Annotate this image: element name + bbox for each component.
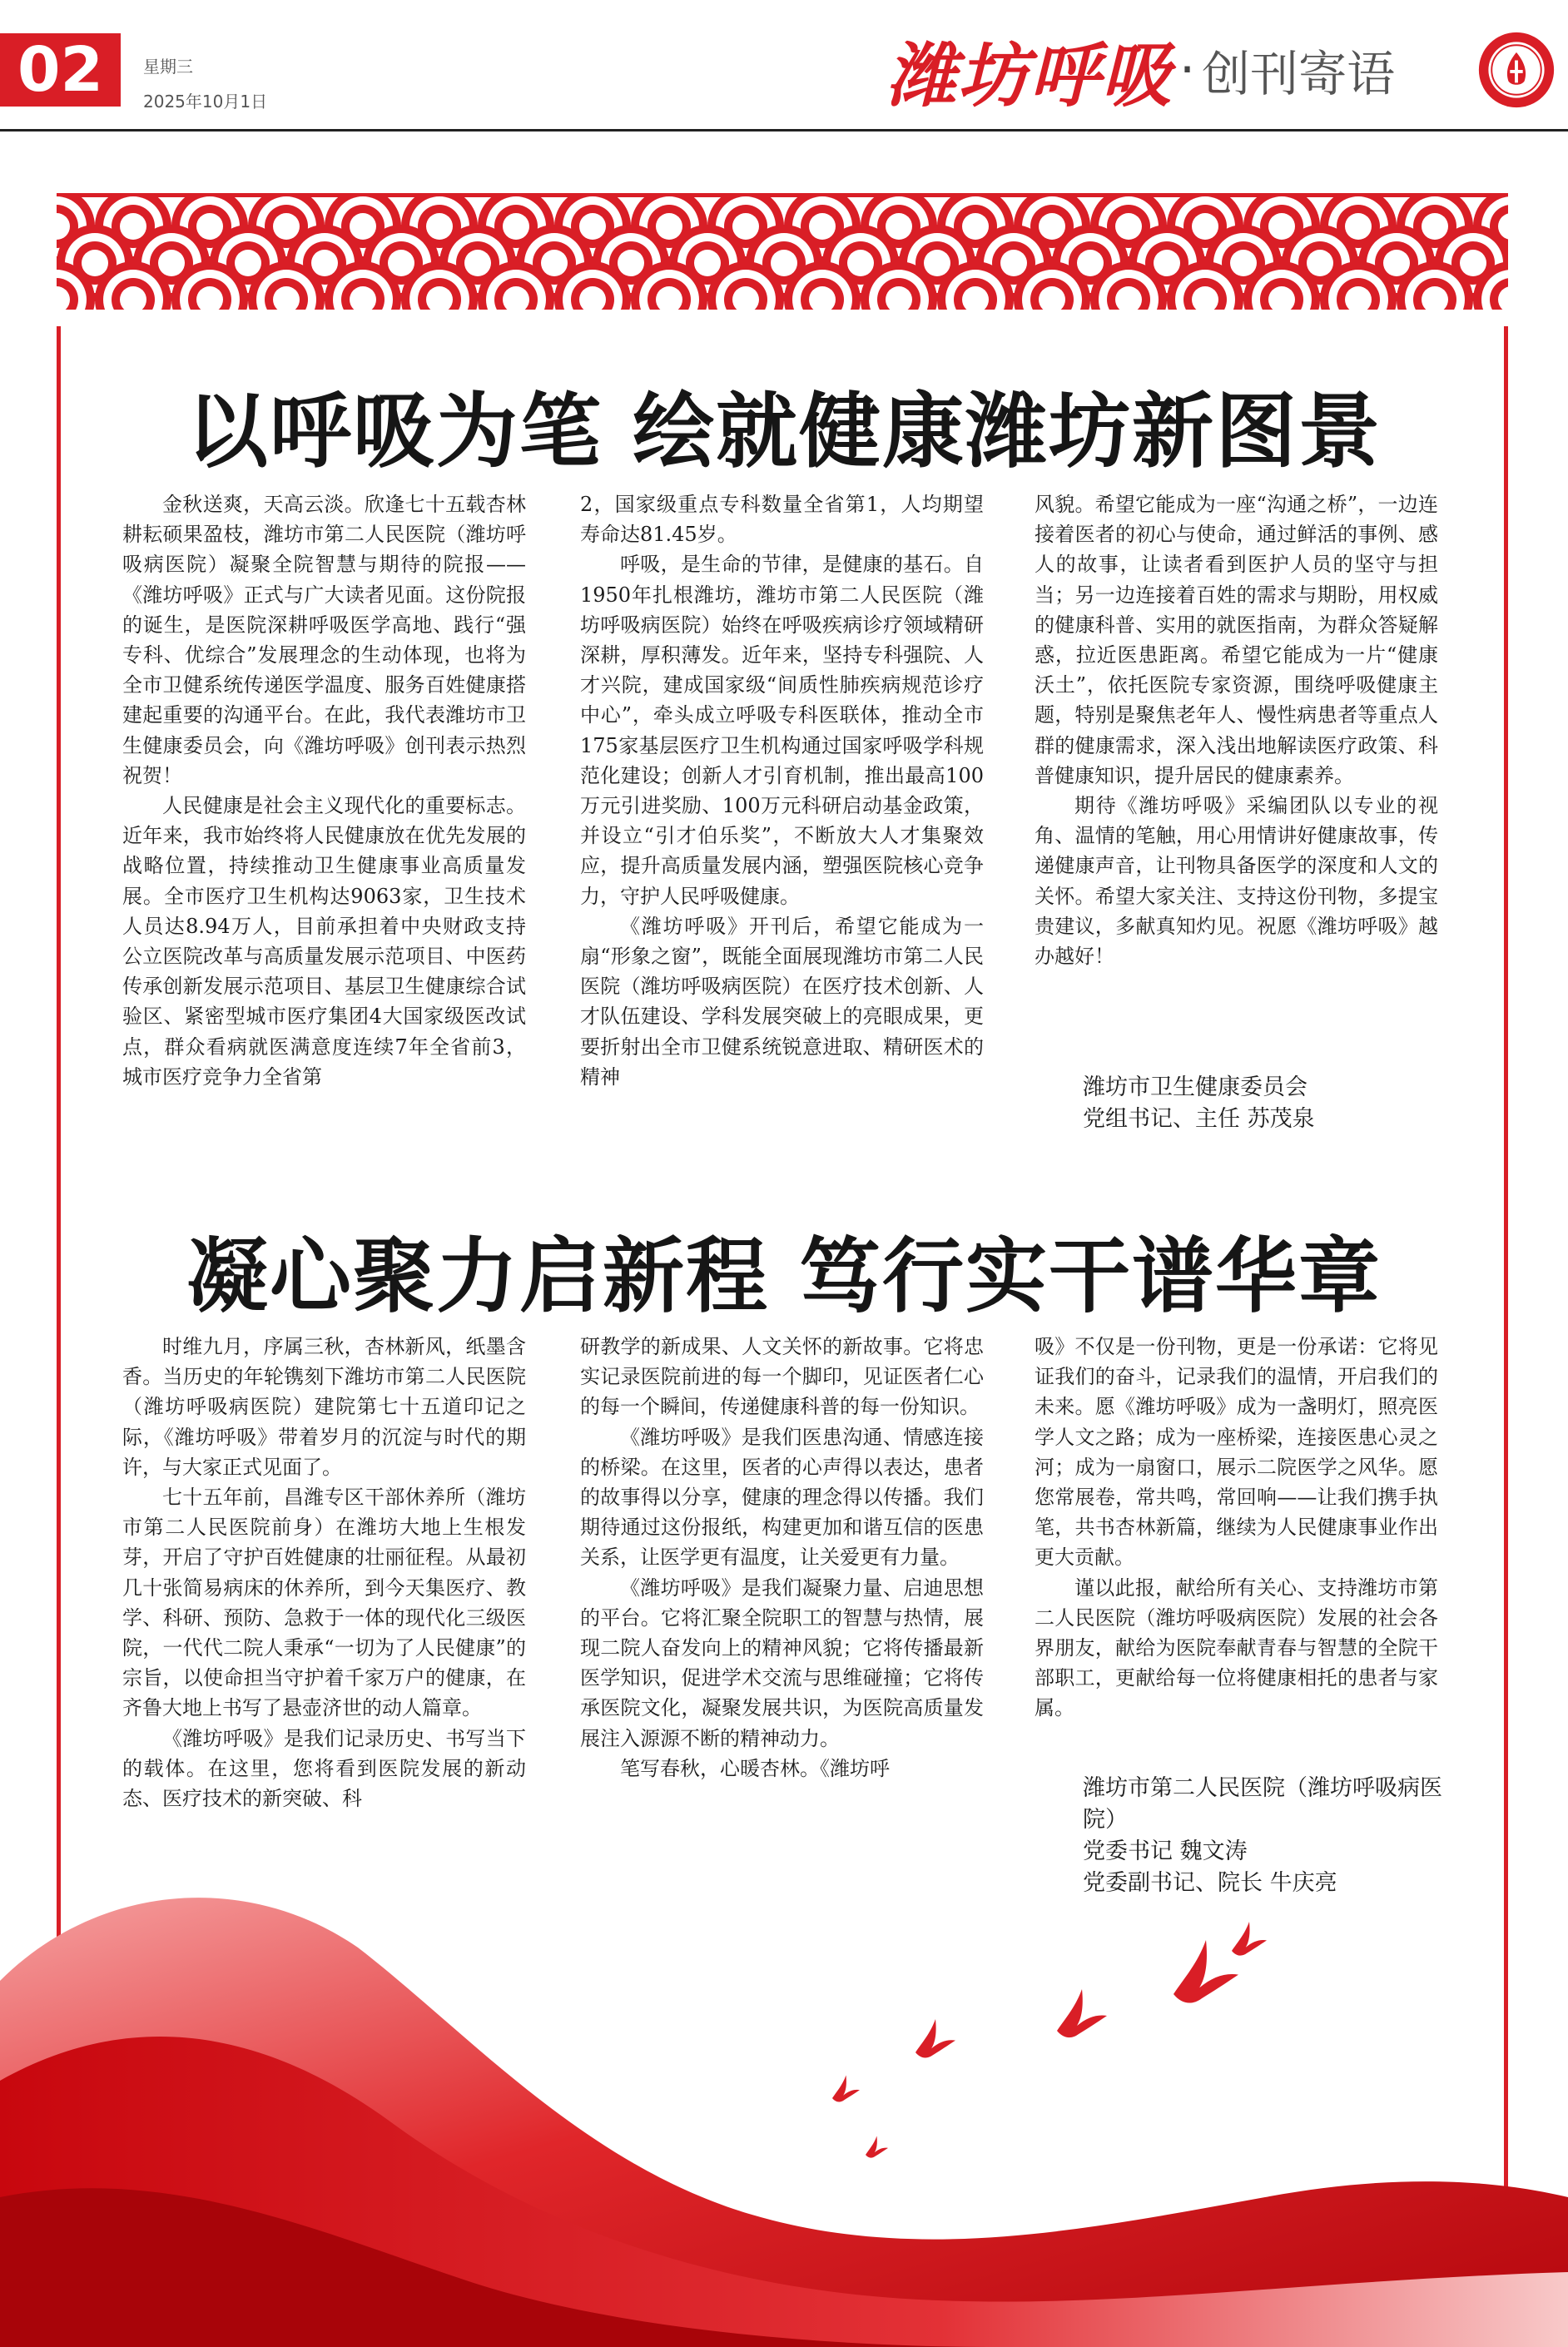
paragraph: 2，国家级重点专科数量全省第1，人均期望寿命达81.45岁。 [580,493,984,547]
signature-person: 党组书记、主任 苏茂泉 [1083,1106,1315,1132]
article2-column-3 [1035,1332,1438,1724]
article2-column-2 [580,1332,984,1784]
article2-headline: 凝心聚力启新程 笃行实干谱华章 [186,1229,1382,1324]
hospital-seal-icon [1476,30,1556,110]
paragraph: 《潍坊呼吸》是我们凝聚力量、启迪思想的平台。它将汇聚全院职工的智慧与热情，展现二院人奋发向上的精神风貌；它将传播最新医学知识，促进学术交流与思维碰撞；它将传承医院文化，凝聚发展共识，为医院高质量发展注入源源不断的精神动力。 [580,1575,984,1750]
article1-signature [1035,1072,1451,1135]
paragraph: 风貌。希望它能成为一座“沟通之桥”，一边连接着医者的初心与使命，通过鲜活的事例、感人的故事，让读者看到医护人员的坚守与担当；另一边连接着百姓的需求与期盼，用权威的健康科普、实用的就医指南，为群众答疑解惑，拉近医患距离。希望它能成为一片“健康沃土”，依托医院专家资源，围绕呼吸健康主题，特别是聚焦老年人、慢性病患者等重点人群的健康需求，深入浅出地解读医疗政策、科普健康知识，提升居民的健康素养。 [1035,493,1438,787]
weekday: 星期三 [143,57,193,77]
paragraph: 人民健康是社会主义现代化的重要标志。近年来，我市始终将人民健康放在优先发展的战略位置，持续推动卫生健康事业高质量发展。全市医疗卫生机构达9063家，卫生技术人员达8.94万人，目前承担着中央财政支持公立医院改革与高质量发展示范项目、中医药传承创新发展示范项目、基层卫生健康综合试验区、紧密型城市医疗集团4大国家级医改试点，群众看病就医满意度连续7年全省前3，城市医疗竞争力全省第 [122,794,526,1089]
paragraph: 金秋送爽，天高云淡。欣逢七十五载杏林耕耘硕果盈枝，潍坊市第二人民医院（潍坊呼吸病医院）凝聚全院智慧与期待的院报——《潍坊呼吸》正式与广大读者见面。这份院报的诞生，是医院深耕呼吸医学高地、践行“强专科、优综合”发展理念的生动体现，也将为全市卫健系统传递医学温度、服务百姓健康搭建起重要的沟通平台。在此，我代表潍坊市卫生健康委员会，向《潍坊呼吸》创刊表示热烈祝贺！ [122,493,526,787]
signature-person: 党委副书记、院长 牛庆亮 [1083,1870,1337,1896]
paragraph: 期待《潍坊呼吸》采编团队以专业的视角、温情的笔触，用心用情讲好健康故事，传递健康声音，让刊物具备医学的深度和人文的关怀。希望大家关注、支持这份刊物，多提宝贵建议，多献真知灼见。祝愿《潍坊呼吸》越办越好！ [1035,794,1438,969]
paragraph: 呼吸，是生命的节律，是健康的基石。自1950年扎根潍坊，潍坊市第二人民医院（潍坊呼吸病医院）始终在呼吸疾病诊疗领域精研深耕，厚积薄发。近年来，坚持专科强院、人才兴院，建成国家级“间质性肺疾病规范诊疗中心”，牵头成立呼吸专科医联体，推动全市175家基层医疗卫生机构通过国家呼吸学科规范化建设；创新人才引育机制，推出最高100万元引进奖励、100万元科研启动基金政策，并设立“引才伯乐奖”，不断放大人才集聚效应，提升高质量发展内涵，塑强医院核心竞争力，守护人民呼吸健康。 [580,553,984,908]
article1-column-2 [580,489,984,1092]
issue-date: 2025年10月1日 [143,92,268,112]
signature-org: 潍坊市第二人民医院（潍坊呼吸病医院） [1083,1775,1442,1833]
paragraph: 研教学的新成果、人文关怀的新故事。它将忠实记录医院前进的每一个脚印，见证医者仁心的每一个瞬间，传递健康科普的每一份知识。 [580,1335,984,1419]
page-number: 02 [0,33,121,107]
signature-org: 潍坊市卫生健康委员会 [1083,1074,1307,1100]
flying-dove-icon [782,1914,1315,2181]
article1-column-1 [122,489,526,1092]
brand-name: 潍坊呼吸 [886,34,1174,117]
article1-headline: 以呼吸为笔 绘就健康潍坊新图景 [186,385,1382,479]
signature-person: 党委书记 魏文涛 [1083,1838,1248,1864]
brand-separator: · [1179,41,1196,99]
auspicious-wave-pattern-icon [57,193,1508,326]
paragraph: 《潍坊呼吸》开刊后，希望它能成为一扇“形象之窗”，既能全面展现潍坊市第二人民医院（潍坊呼吸病医院）在医疗技术创新、人才队伍建设、学科发展突破上的亮眼成果，更要折射出全市卫健系统锐意进取、精研医术的精神 [580,914,984,1089]
paragraph: 七十五年前，昌潍专区干部休养所（潍坊市第二人民医院前身）在潍坊大地上生根发芽，开启了守护百姓健康的壮丽征程。从最初几十张简易病床的休养所，到今天集医疗、教学、科研、预防、急救于一体的现代化三级医院，一代代二院人秉承“一切为了人民健康”的宗旨，以使命担当守护着千家万户的健康，在齐鲁大地上书写了悬壶济世的动人篇章。 [122,1486,526,1720]
paragraph: 笔写春秋，心暖杏林。《潍坊呼 [620,1756,890,1780]
paragraph: 谨以此报，献给所有关心、支持潍坊市第二人民医院（潍坊呼吸病医院）发展的社会各界朋友，献给为医院奉献青春与智慧的全院干部职工，更献给每一位将健康相托的患者与家属。 [1035,1575,1438,1720]
article1-column-3 [1035,489,1438,971]
paragraph: 吸》不仅是一份刊物，更是一份承诺：它将见证我们的奋斗，记录我们的温情，开启我们的未来。愿《潍坊呼吸》成为一盏明灯，照亮医学人文之路；成为一座桥梁，连接医患心灵之河；成为一扇窗口，展示二院医学之风华。愿您常展卷，常共鸣，常回响——让我们携手执笔，共书杏林新篇，继续为人民健康事业作出更大贡献。 [1035,1335,1438,1570]
masthead [886,28,1396,117]
header-rule [0,129,1568,131]
paragraph: 《潍坊呼吸》是我们记录历史、书写当下的载体。在这里，您将看到医院发展的新动态、医疗技术的新突破、科 [122,1726,526,1811]
section-name: 创刊寄语 [1202,46,1396,102]
paragraph: 时维九月，序属三秋，杏林新风，纸墨含香。当历史的年轮镌刻下潍坊市第二人民医院（潍坊呼吸病医院）建院第七十五道印记之际，《潍坊呼吸》带着岁月的沉淀与时代的期许，与大家正式见面了。 [122,1335,526,1479]
paragraph: 《潍坊呼吸》是我们医患沟通、情感连接的桥梁。在这里，医者的心声得以表达，患者的故事得以分享，健康的理念得以传播。我们期待通过这份报纸，构建更加和谐互信的医患关系，让医学更有温度，让关爱更有力量。 [580,1425,984,1570]
